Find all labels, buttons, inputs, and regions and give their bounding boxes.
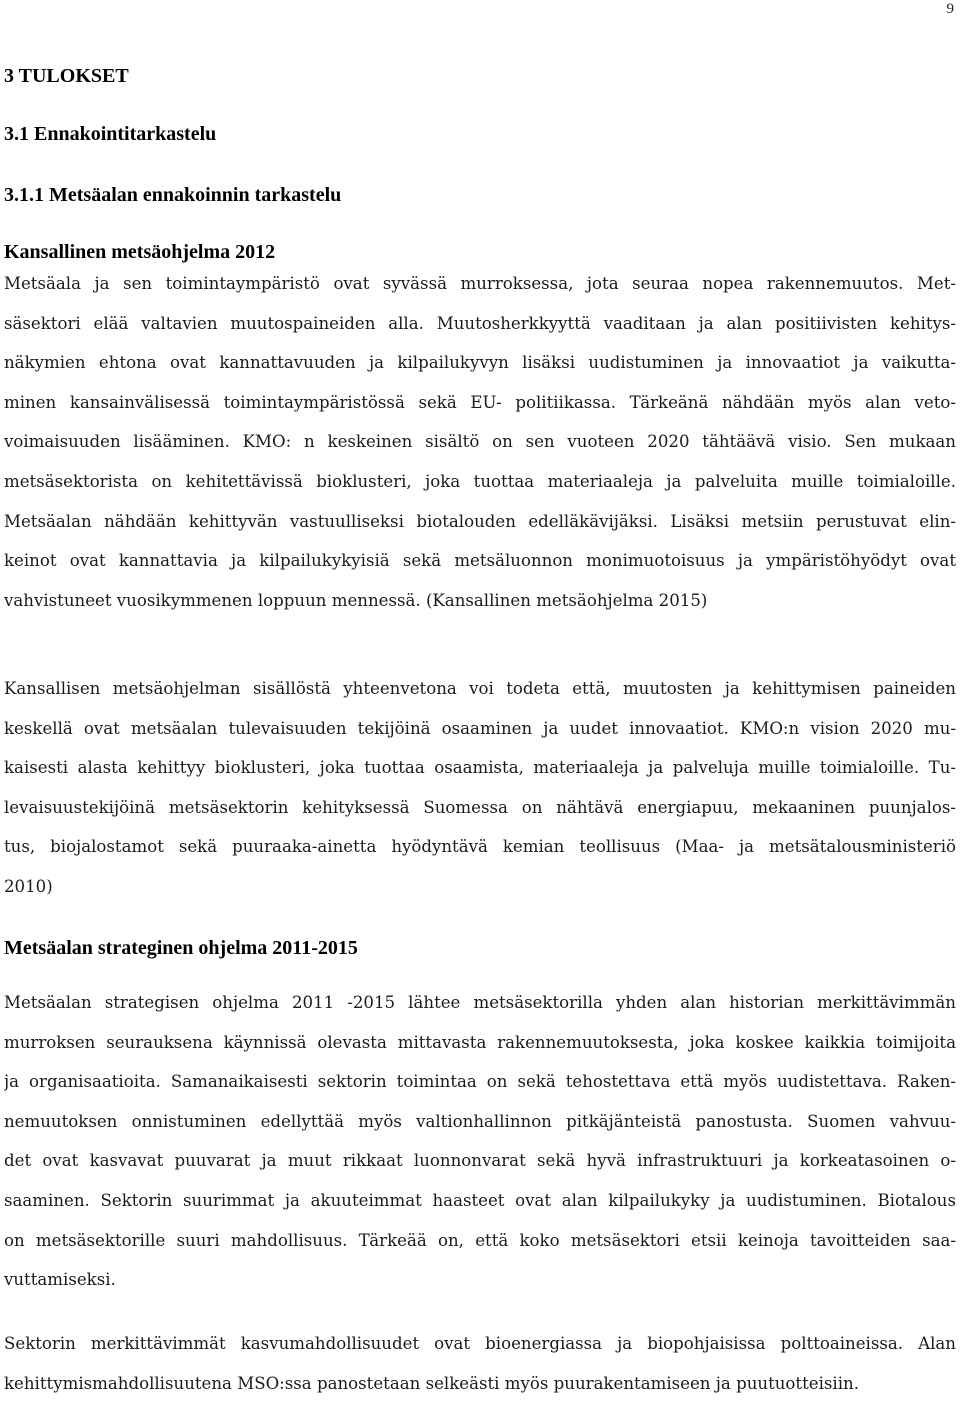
- text-line: Metsäala ja sen toimintaympäristö ovat syvässä murroksessa, jota seuraa nopea rakennemuutos. Met-: [4, 274, 956, 293]
- chapter-heading: 3 TULOKSET: [4, 65, 129, 87]
- text-line: murroksen seurauksena käynnissä olevasta mittavasta rakennemuutoksesta, joka koskee kaikkia toimijoita: [4, 1032, 956, 1052]
- text-line: Metsäalan nähdään kehittyvän vastuulliseksi biotalouden edelläkävijäksi. Lisäksi metsiin perustuvat elin-: [4, 511, 956, 531]
- text-line: voimaisuuden lisääminen. KMO: n keskeinen sisältö on sen vuoteen 2020 tähtäävä visio. Sen mukaan: [4, 432, 956, 452]
- text-line: näkymien ehtona ovat kannattavuuden ja kilpailukyvyn lisäksi uudistuminen ja innovaatiot ja vaikutta-: [4, 353, 956, 373]
- text-line: säsektori elää valtavien muutospaineiden alla. Muutosherkkyyttä vaaditaan ja alan positiivisten kehitys-: [4, 313, 956, 333]
- paragraph-growth: [4, 1324, 956, 1403]
- kmo-heading: Kansallinen metsäohjelma 2012: [4, 241, 276, 263]
- text-line: vahvistuneet vuosikymmenen loppuun mennessä. (Kansallinen metsäohjelma 2015): [4, 590, 708, 610]
- strategy-heading: Metsäalan strateginen ohjelma 2011-2015: [4, 937, 358, 959]
- text-line: tus, biojalostamot sekä puuraaka-ainetta hyödyntävä kemian teollisuus (Maa- ja metsätalousministeriö: [4, 837, 956, 857]
- text-line: saaminen. Sektorin suurimmat ja akuuteimmat haasteet ovat alan kilpailukyky ja uudistuminen. Biotalous: [4, 1190, 956, 1210]
- text-line: on metsäsektorille suuri mahdollisuus. Tärkeää on, että koko metsäsektori etsii keinoja tavoitteiden saa-: [4, 1230, 956, 1250]
- text-line: vuttamiseksi.: [4, 1270, 116, 1290]
- text-line: det ovat kasvavat puuvarat ja muut rikkaat luonnonvarat sekä hyvä infrastruktuuri ja korkeatasoinen o-: [4, 1151, 956, 1171]
- paragraph-strategy: [4, 983, 956, 1300]
- text-line: nemuutoksen onnistuminen edellyttää myös valtionhallinnon pitkäjänteistä panostusta. Suomen vahvuu-: [4, 1111, 956, 1131]
- paragraph-kmo-overview: [4, 264, 956, 620]
- text-line: ja organisaatioita. Samanaikaisesti sektorin toimintaa on sekä tehostettava että myös uudistettava. Raken-: [4, 1072, 956, 1092]
- subsection-heading: 3.1.1 Metsäalan ennakoinnin tarkastelu: [4, 184, 342, 206]
- text-line: Sektorin merkittävimmät kasvumahdollisuudet ovat bioenergiassa ja biopohjaisissa polttoaineissa. Alan: [4, 1334, 956, 1353]
- text-line: kaisesti alasta kehittyy bioklusteri, joka tuottaa osaamista, materiaaleja ja palveluja muille toimialoille. Tu-: [4, 758, 956, 778]
- text-line: Metsäalan strategisen ohjelma 2011 -2015 lähtee metsäsektorilla yhden alan historian merkittävimmän: [4, 993, 956, 1012]
- text-line: 2010): [4, 876, 53, 896]
- section-heading: 3.1 Ennakointitarkastelu: [4, 123, 217, 145]
- page-number: 9: [946, 1, 954, 17]
- text-line: kehittymismahdollisuutena MSO:ssa panostetaan selkeästi myös puurakentamiseen ja puutuotteisiin.: [4, 1373, 859, 1393]
- text-line: keskellä ovat metsäalan tulevaisuuden tekijöinä osaaminen ja uudet innovaatiot. KMO:n vision 2020 mu-: [4, 718, 956, 738]
- paragraph-kmo-summary: [4, 669, 956, 907]
- text-line: Kansallisen metsäohjelman sisällöstä yhteenvetona voi todeta että, muutosten ja kehittymisen paineiden: [4, 679, 956, 698]
- text-line: levaisuustekijöinä metsäsektorin kehityksessä Suomessa on nähtävä energiapuu, mekaaninen puunjalos-: [4, 797, 956, 817]
- text-line: minen kansainvälisessä toimintaympäristössä sekä EU- politiikassa. Tärkeänä nähdään myös alan veto-: [4, 392, 956, 412]
- text-line: keinot ovat kannattavia ja kilpailukykyisiä sekä metsäluonnon monimuotoisuus ja ympäristöhyödyt ovat: [4, 551, 956, 571]
- text-line: metsäsektorista on kehitettävissä bioklusteri, joka tuottaa materiaaleja ja palveluita muille toimialoille.: [4, 471, 956, 491]
